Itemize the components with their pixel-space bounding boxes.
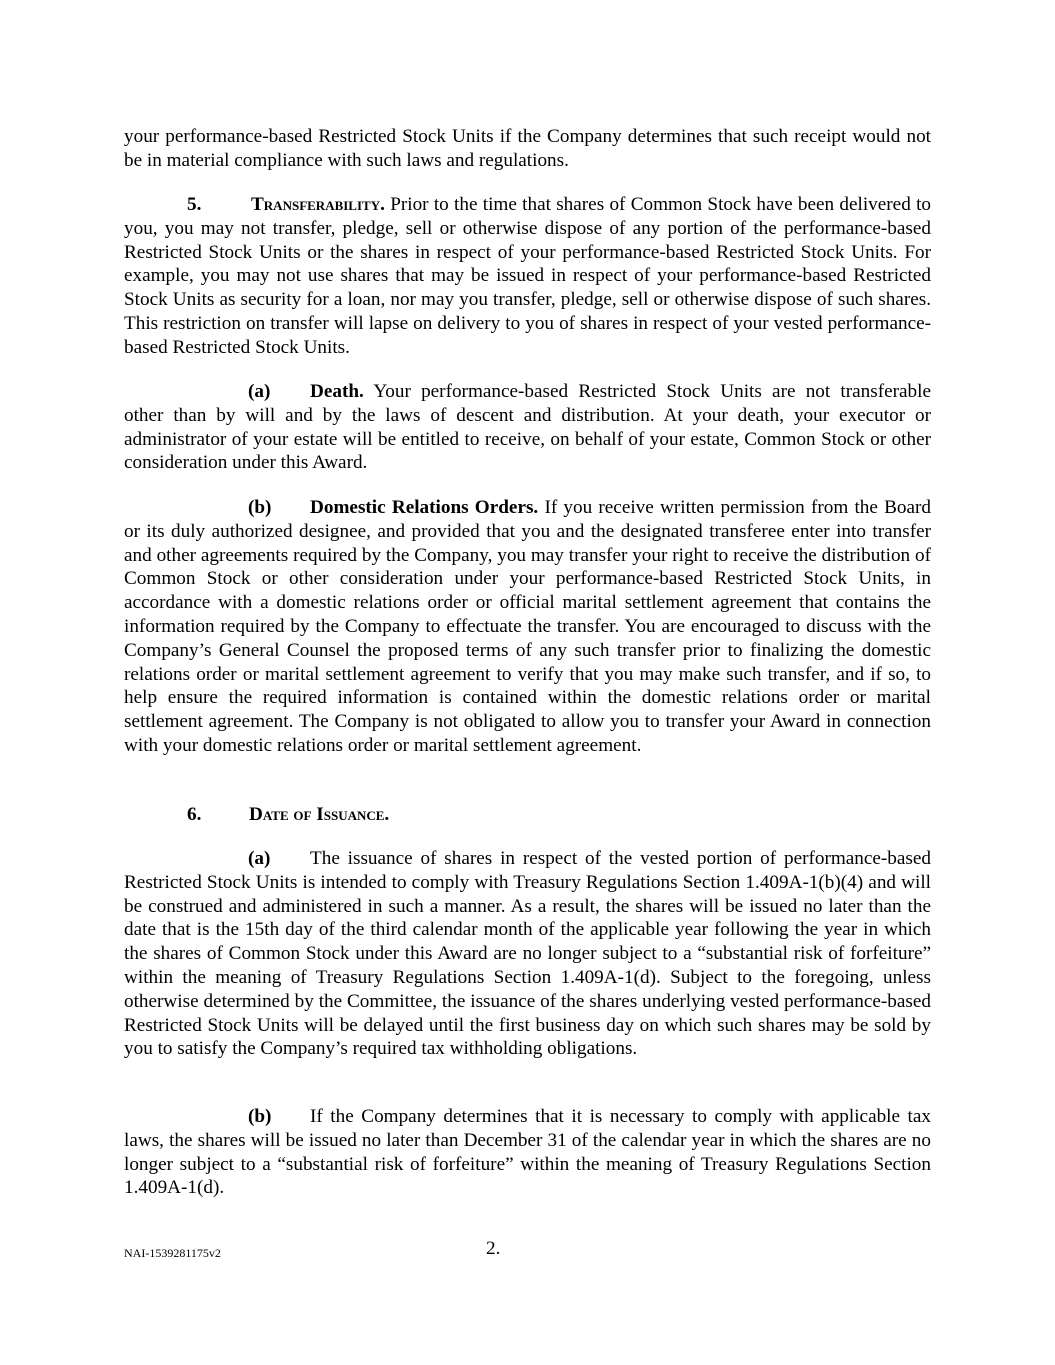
section-5b-label: (b)	[248, 497, 272, 518]
section-6-heading: Date of Issuance.	[249, 804, 390, 825]
intro-paragraph	[124, 125, 931, 173]
footer-document-id: NAI-1539281175v2	[124, 1246, 221, 1260]
section-5b-heading: Domestic Relations Orders.	[310, 497, 539, 518]
section-5a-label: (a)	[248, 381, 271, 402]
section-6b-paragraph	[124, 1105, 931, 1200]
section-6a-text: The issuance of shares in respect of the vested portion of performance-based Restricted Stock Units is intended to comply with Treasury Regulations Section 1.409A-1(b)(4) and will be construed and administered in such a manner. As a result, the shares will be issued no later than the date that is the 15th day of the third calendar month of the applicable year following the year in which the shares of Common Stock under this Award are no longer subject to a “substantial risk of forfeiture” within the meaning of Treasury Regulations Section 1.409A-1(d). Subject to the foregoing, unless otherwise determined by the Committee, the issuance of the shares underlying vested performance-based Restricted Stock Units will be delayed until the first business day on which such shares may be sold by you to satisfy the Company’s required tax withholding obligations.	[124, 848, 931, 1060]
section-6a-label: (a)	[248, 848, 271, 869]
section-5-heading: Transferability.	[251, 194, 385, 215]
section-5b-paragraph	[124, 496, 931, 758]
section-6-heading-line	[124, 803, 931, 827]
section-5-number: 5.	[187, 194, 202, 215]
footer-page-number: 2.	[486, 1238, 501, 1259]
section-5b-text: If you receive written permission from the Board or its duly authorized designee, and provided that you and the designated transferee enter into transfer and other agreements required by the Company, you may transfer your right to receive the distribution of Common Stock or other consideration under your performance-based Restricted Stock Units, in accordance with a domestic relations order or official marital settlement agreement that contains the information required by the Company to effectuate the transfer. You are encouraged to discuss with the Company’s General Counsel the proposed terms of any such transfer prior to finalizing the domestic relations order or marital settlement agreement to verify that you may make such transfer, and if so, to help ensure the required information is contained within the domestic relations order or marital settlement agreement. The Company is not obligated to allow you to transfer your Award in connection with your domestic relations order or marital settlement agreement.	[124, 497, 931, 756]
section-6b-text: If the Company determines that it is necessary to comply with applicable tax laws, the shares will be issued no later than December 31 of the calendar year in which the shares are no longer subject to a “substantial risk of forfeiture” within the meaning of Treasury Regulations Section 1.409A-1(d).	[124, 1106, 931, 1199]
section-5a-paragraph	[124, 380, 931, 475]
section-5-paragraph	[124, 193, 931, 360]
intro-text: your performance-based Restricted Stock Units if the Company determines that such receipt would not be in material compliance with such laws and regulations.	[124, 126, 931, 171]
section-6a-paragraph	[124, 847, 931, 1061]
section-5a-heading: Death.	[310, 381, 364, 402]
section-6-number: 6.	[187, 804, 202, 825]
section-5-text: Prior to the time that shares of Common Stock have been delivered to you, you may not transfer, pledge, sell or otherwise dispose of any portion of the performance-based Restricted Stock Units or the shares in respect of your performance-based Restricted Stock Units. For example, you may not use shares that may be issued in respect of your performance-based Restricted Stock Units as security for a loan, nor may you transfer, pledge, sell or otherwise dispose of such shares. This restriction on transfer will lapse on delivery to you of shares in respect of your vested performance-based Restricted Stock Units.	[124, 194, 931, 358]
section-5a-text: Your performance-based Restricted Stock Units are not transferable other than by will and by the laws of descent and distribution. At your death, your executor or administrator of your estate will be entitled to receive, on behalf of your estate, Common Stock or other consideration under this Award.	[124, 381, 931, 474]
section-6b-label: (b)	[248, 1106, 272, 1127]
